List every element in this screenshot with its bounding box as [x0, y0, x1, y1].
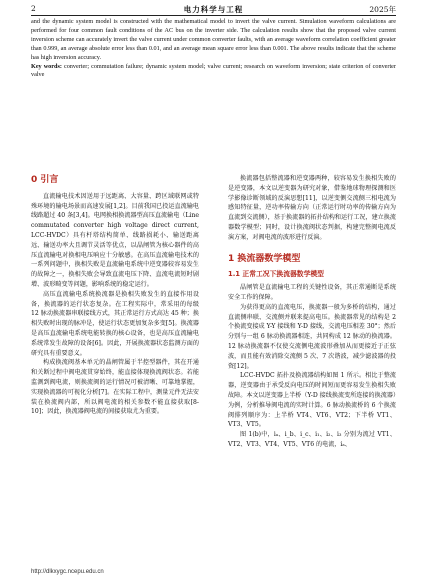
- publication-year: 2025年: [369, 5, 396, 14]
- keywords-text: converter; commutation failure; dynamic system model; valve current; research on waveform inversion; state criterion of converter valve: [31, 62, 396, 79]
- paragraph: 换流器包括整流器和逆变器两种，较容易发生换相失败的是逆变器，本文以逆变器为研究对象，借鉴地球物理探测和医学影像诊断领域的反演思想[11]，以逆变侧交流侧三相电流为感知特征量，逆功率传输方向（正常运行时功率的传输方向为直流到交流侧），基于换流器的拓扑结构和运行工况，建立换流器数学模型；同时，设计换流阀状态判据，构建完整阀电流反演方案，对阀电流的波形进行反演。: [228, 175, 396, 241]
- paragraph: 构成换流阀基本单元的晶闸管属于半控型器件，其在开通和关断过程中阀电流贯穿始终，能直接体现换流阀状态。若能监测到阀电流，则换流阀的运行情况可被清晰、可靠地掌握，实现换流器的可视化分析[7]。在实际工程中，测量元件无法安装在换流阀内部，所以阀电流的相关参数不能直接获取[8-10]；因此，换流器阀电流的间接获取尤为重要。: [31, 359, 199, 416]
- keywords-label: Key words:: [31, 62, 62, 70]
- page-number: 2: [31, 4, 36, 13]
- journal-title: 电力科学与工程: [183, 5, 244, 14]
- footer-url: http://dlkxygc.ncepu.edu.cn: [31, 569, 104, 575]
- right-column: [228, 174, 396, 450]
- section-heading-model: 1 换流器数学模型: [228, 253, 301, 264]
- paragraph: 高压直流输电系统换流器是换相失败发生的直接作用设备，换流器的运行状态复杂。在工程实际中，常采用的每级 12 脉动换流器串联接线方式，其正常运行方式高达 45 种；换相失败时出现的脉冲是，使运行状态更加复杂多变[5]。换流器是高压直流输电系统电能转换的核心设备，也是高压直流输电系统常发生故障的设备[6]。因此，开展换流器状态监测方面的研究具有重要意义。: [31, 290, 199, 357]
- paragraph: 为获得更高的直流电压，换流器一般为多桥的结构，通过直流侧串联、交流侧并联来提高电压。换流器常见的结构是 2 个换流变接成 Y-Y 接线和 Y-D 接线，交流电压相差 30°；然后分别与一组 6 脉动换流器相连，共同构成 12 脉动的换流器。12 脉动换流器不仅使交流侧电流波形叠加从而更接近于正弦波，而且能有效消除交流侧 5 次、7 次谐波，减少滤波器的投资[12]。: [228, 303, 396, 370]
- paragraph: LCC-HVDC 拓扑及换流器结构如图 1 所示。相比于整流器，逆变器由于承受反向电压的时间短而更容易发生换相失败故障。本文以逆变器上半桥（Y-D 接线换流变所连接的换流器）为例，分析推导阀电流的实时计算。6 脉动换流桥的 6 个换流阀排列顺序为：上半桥 VT4、VT6、VT2；下半桥 VT1、VT3、VT5。: [228, 372, 396, 429]
- subsection-heading: 1.1 正常工况下换流器数学模型: [228, 270, 324, 279]
- paragraph: 直流输电技术因送用于远距离、大容量、跨区域联网或特殊环境的输电场景而高速发展[1,2]。目前我国已投运直流输电线路超过 40 条[3,4]。电网换相换流器型高压直流输电（Line commutated converter high voltage direct current, LCC-HVDC）具有杆塔结构简单、线路损耗小、输送距离远、输送功率大且调节灵活等优点，以晶闸管为核心器件的高压直流输电对换相电压响应十分敏感。在高压直流输电技术的一系列问题中，换相失败是直流输电系统中逆变器较容易发生的故障之一，换相失败会导致直流电压下降、直流电流短时剧增、波形畸变等问题，影响系统的稳定运行。: [31, 192, 199, 288]
- abstract-text: and the dynamic system model is constructed with the mathematical model to invert the valve current. Simulation waveform calculations are performed for four common fault conditions of the AC bus on the inverter side. The calculation results show that the proposed valve current inversion scheme can accurately invert the valve current under common converter faults, with an average waveform correlation coefficient greater than 0.999, an average absolute error less than 0.01, and an average mean square error less than 0.001. The above results indicate that the scheme has high inversion accuracy.: [31, 18, 396, 61]
- paragraph: 晶闸管是直流输电工程的关键性设备，其正常通断是系统安全工作的保障。: [228, 284, 396, 301]
- abstract-block: [31, 18, 396, 80]
- left-column: [31, 174, 199, 417]
- keywords: [31, 63, 396, 81]
- header-rule: [31, 15, 396, 16]
- paragraph: 图 1(b)中，iₐ、i_b、i_c、i₁、i₂、i₃ 分别为流过 VT1、VT2、VT3、VT4、VT5、VT6 的电流，iₐ、: [228, 431, 396, 448]
- section-heading-intro: 0 引言: [31, 175, 59, 185]
